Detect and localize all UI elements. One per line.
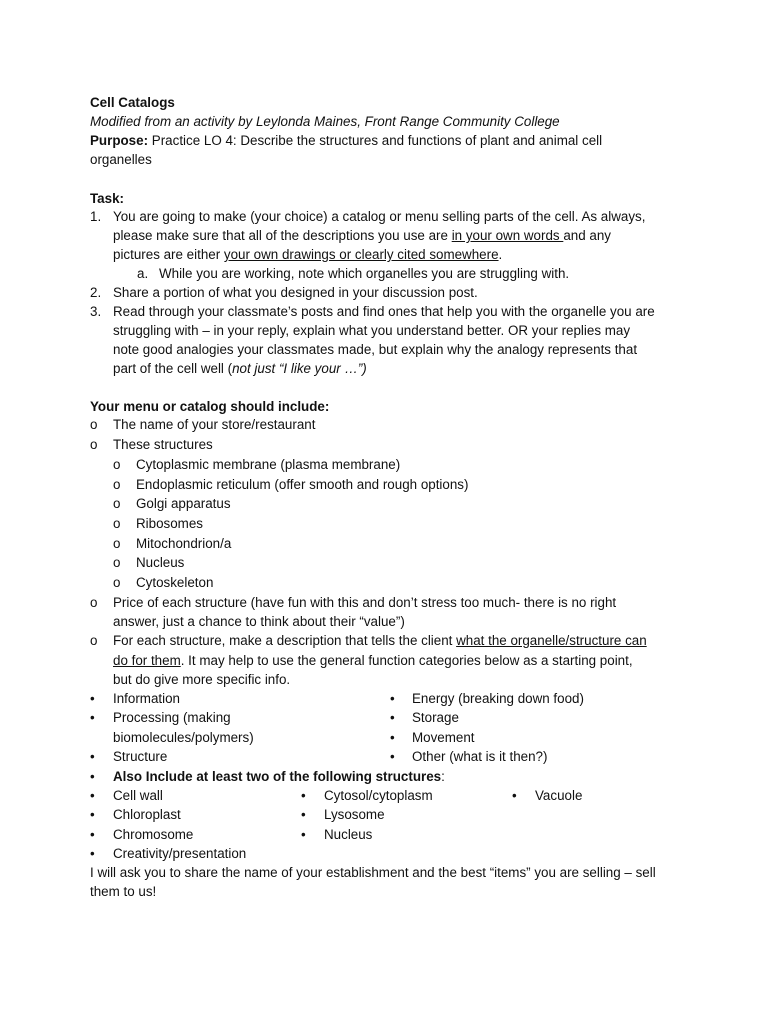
task-item-3-line-4 xyxy=(113,359,367,379)
optional-structure: Chromosome xyxy=(113,827,194,842)
circle-bullet: o xyxy=(113,575,121,590)
task-item-2-number: 2. xyxy=(90,285,102,300)
own-drawings-emphasis: your own drawings or clearly cited somewhere xyxy=(223,247,499,262)
structure-item: Nucleus xyxy=(136,555,185,570)
task-item-3-number: 3. xyxy=(90,304,102,319)
function-category: Information xyxy=(113,691,180,706)
attribution: Modified from an activity by Leylonda Maines, Front Range Community College xyxy=(90,114,560,129)
also-include-heading xyxy=(113,767,445,787)
bullet-dot: • xyxy=(90,749,95,764)
task-item-3-line-1: Read through your classmate’s posts and find ones that help you with the organelle you are xyxy=(113,304,655,319)
structure-item: Cytoplasmic membrane (plasma membrane) xyxy=(136,457,401,472)
optional-structure: Nucleus xyxy=(324,827,373,842)
sub-item-a-text: While you are working, note which organelles you are struggling with. xyxy=(159,266,570,281)
price-line-2: answer, just a chance to think about their “value”) xyxy=(113,614,405,629)
text-run: For each structure, make a description that tells the client xyxy=(113,633,457,648)
function-category: Energy (breaking down food) xyxy=(412,691,584,706)
bullet-dot: • xyxy=(90,769,95,784)
function-category: Structure xyxy=(113,749,168,764)
purpose-line-2: organelles xyxy=(90,152,152,167)
task-item-1-line-1: You are going to make (your choice) a catalog or menu selling parts of the cell. As always, xyxy=(113,209,646,224)
circle-bullet: o xyxy=(113,536,121,551)
circle-bullet: o xyxy=(113,477,121,492)
circle-bullet: o xyxy=(113,516,121,531)
document-title: Cell Catalogs xyxy=(90,95,175,110)
bullet-dot: • xyxy=(90,846,95,861)
structure-item: Ribosomes xyxy=(136,516,203,531)
text-run: pictures are either xyxy=(113,247,224,262)
circle-bullet: o xyxy=(113,496,121,511)
bullet-dot: • xyxy=(390,749,395,764)
bullet-dot: • xyxy=(301,788,306,803)
structure-item: Cytoskeleton xyxy=(136,575,214,590)
circle-bullet: o xyxy=(113,555,121,570)
menu-item-store-name: The name of your store/restaurant xyxy=(113,417,316,432)
text-run: please make sure that all of the descriptions you use are xyxy=(113,228,452,243)
purpose-text: Practice LO 4: Describe the structures and functions of plant and animal cell xyxy=(151,133,603,148)
purpose-line-1 xyxy=(90,131,602,151)
bullet-dot: • xyxy=(90,710,95,725)
text-run: part of the cell well ( xyxy=(113,361,233,376)
menu-heading: Your menu or catalog should include: xyxy=(90,399,330,414)
optional-structure: Chloroplast xyxy=(113,807,181,822)
description-line-1 xyxy=(113,631,647,651)
bullet-dot: • xyxy=(301,807,306,822)
task-item-1-number: 1. xyxy=(90,209,102,224)
text-run: : xyxy=(441,769,445,784)
task-item-3-line-3: note good analogies your classmates made, but explain why the analogy represents that xyxy=(113,342,638,357)
circle-bullet: o xyxy=(90,595,98,610)
sub-item-a-marker: a. xyxy=(137,266,149,281)
purpose-label: Purpose: xyxy=(90,133,149,148)
circle-bullet: o xyxy=(90,417,98,432)
bullet-dot: • xyxy=(90,807,95,822)
bullet-dot: • xyxy=(90,691,95,706)
bullet-dot: • xyxy=(90,827,95,842)
description-line-2 xyxy=(113,651,633,671)
organelle-emphasis: do for them xyxy=(113,653,181,668)
bullet-dot: • xyxy=(512,788,517,803)
bullet-dot: • xyxy=(390,730,395,745)
structure-item: Endoplasmic reticulum (offer smooth and rough options) xyxy=(136,477,469,492)
italic-example: not just “I like your …”) xyxy=(232,361,367,376)
structure-item: Golgi apparatus xyxy=(136,496,231,511)
function-category-continued: biomolecules/polymers) xyxy=(113,730,254,745)
text-run: . It may help to use the general function categories below as a starting point, xyxy=(180,653,633,668)
optional-structure: Lysosome xyxy=(324,807,385,822)
function-category: Processing (making xyxy=(113,710,231,725)
task-heading: Task: xyxy=(90,191,124,206)
optional-structure: Cytosol/cytoplasm xyxy=(324,788,433,803)
bullet-dot: • xyxy=(301,827,306,842)
creativity-item: Creativity/presentation xyxy=(113,846,247,861)
optional-structure: Vacuole xyxy=(535,788,583,803)
bullet-dot: • xyxy=(390,691,395,706)
own-words-emphasis: in your own words xyxy=(451,228,564,243)
closing-line-1: I will ask you to share the name of your establishment and the best “items” you are selling – sell xyxy=(90,865,656,880)
text-run: and any xyxy=(563,228,611,243)
task-item-1-line-3 xyxy=(113,245,502,265)
bullet-dot: • xyxy=(390,710,395,725)
price-line-1: Price of each structure (have fun with this and don’t stress too much- there is no right xyxy=(113,595,617,610)
structure-item: Mitochondrion/a xyxy=(136,536,232,551)
function-category: Movement xyxy=(412,730,475,745)
organelle-emphasis: what the organelle/structure can xyxy=(456,633,647,648)
description-line-3: but do give more specific info. xyxy=(113,672,291,687)
closing-line-2: them to us! xyxy=(90,884,157,899)
circle-bullet: o xyxy=(90,437,98,452)
task-item-3-line-2: struggling with – in your reply, explain what you understand better. OR your replies may xyxy=(113,323,631,338)
menu-item-structures: These structures xyxy=(113,437,213,452)
circle-bullet: o xyxy=(90,633,98,648)
function-category: Storage xyxy=(412,710,459,725)
function-category: Other (what is it then?) xyxy=(412,749,548,764)
task-item-2-line-1: Share a portion of what you designed in your discussion post. xyxy=(113,285,478,300)
circle-bullet: o xyxy=(113,457,121,472)
optional-structure: Cell wall xyxy=(113,788,163,803)
also-include-label: Also Include at least two of the following structures xyxy=(113,769,442,784)
task-item-1-line-2 xyxy=(113,226,611,246)
text-run: . xyxy=(498,247,503,262)
bullet-dot: • xyxy=(90,788,95,803)
